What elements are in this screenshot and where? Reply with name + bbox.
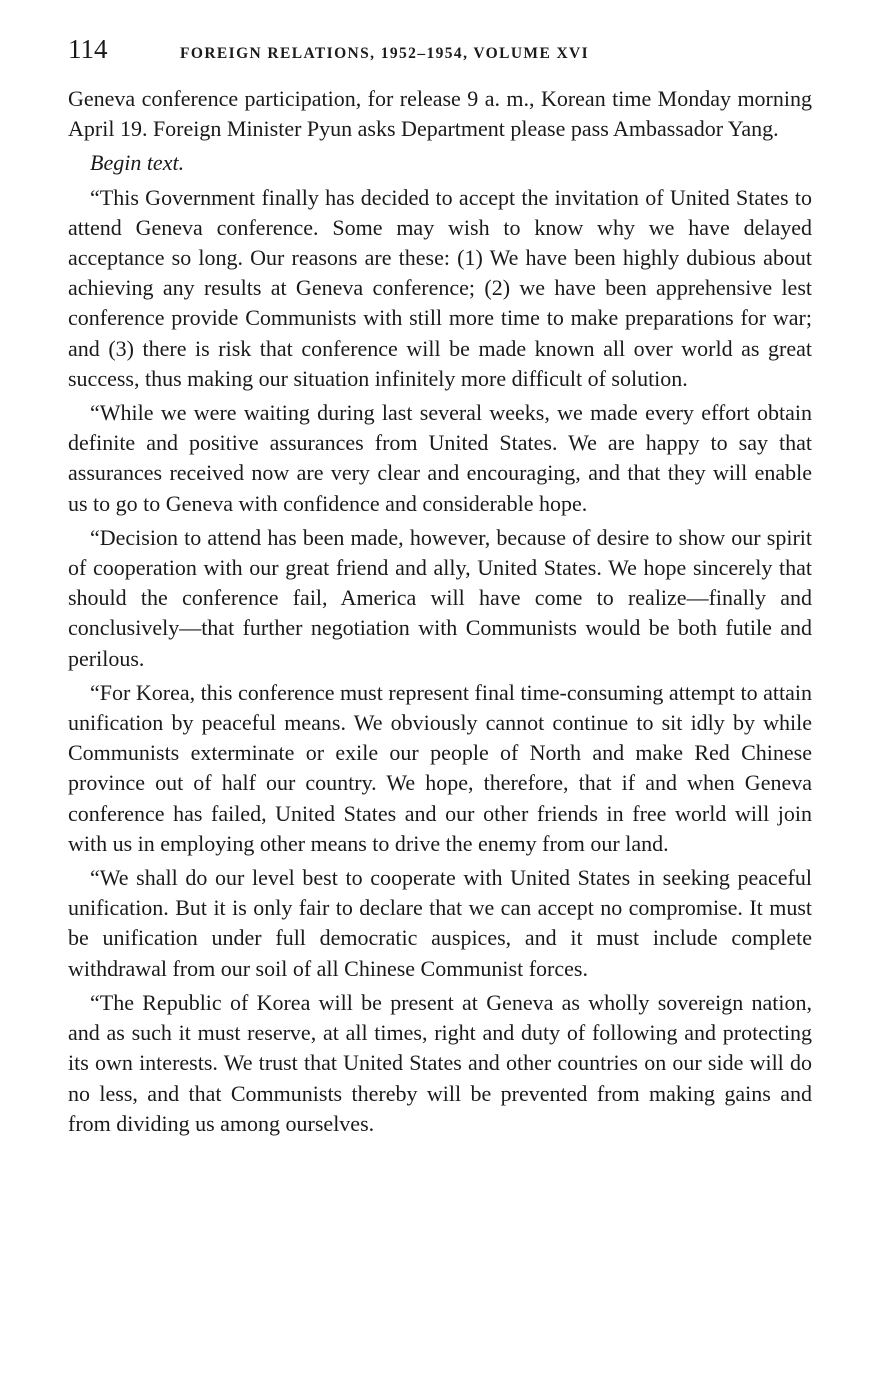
- begin-text-marker: Begin text.: [90, 150, 185, 176]
- paragraph-3: “Decision to attend has been made, however, because of desire to show our spirit of cooperation with our great friend and ally, United States. We hope sincerely that should the conference fail, America will have come to realize—finally and conclusively—that further negotiation with Communists would be both futile and perilous.: [68, 524, 812, 671]
- document-body: [68, 84, 812, 1139]
- document-page: [68, 34, 812, 1143]
- paragraph-5: “We shall do our level best to cooperate with United States in seeking peaceful unification. But it is only fair to declare that we can accept no compromise. It must be unification under full democratic auspices, and it must include complete withdrawal from our soil of all Chinese Communist forces.: [68, 865, 812, 981]
- paragraph-4: “For Korea, this conference must represent final time-consuming attempt to attain unification by peaceful means. We obviously cannot continue to sit idly by while Communists exterminate or exile our people of North and make Red Chinese province out of half our country. We hope, therefore, that if and when Geneva conference has failed, United States and our other friends in free world will join with us in employing other means to drive the enemy from our land.: [68, 679, 812, 856]
- running-head-title: FOREIGN RELATIONS, 1952–1954, VOLUME XVI: [180, 45, 590, 62]
- page-number: 114: [68, 34, 108, 64]
- paragraph-6: “The Republic of Korea will be present at Geneva as wholly sovereign nation, and as such it must reserve, at all times, right and duty of following and protecting its own interests. We trust that United States and other countries on our side will do no less, and that Communists thereby will be prevented from making gains and from dividing us among ourselves.: [68, 989, 812, 1136]
- running-head: [68, 34, 812, 74]
- paragraph-2: “While we were waiting during last several weeks, we made every effort obtain definite and positive assurances from United States. We are happy to say that assurances received now are very clear and encouraging, and that they will enable us to go to Geneva with confidence and considerable hope.: [68, 400, 812, 516]
- paragraph-1: “This Government finally has decided to accept the invitation of United States to attend Geneva conference. Some may wish to know why we have delayed acceptance so long. Our reasons are these: (1) We have been highly dubious about achieving any results at Geneva conference; (2) we have been apprehensive lest conference provide Communists with still more time to make preparations for war; and (3) there is risk that conference will be made known all over world as great success, thus making our situation infinitely more difficult of solution.: [68, 184, 812, 391]
- intro-paragraph: Geneva conference participation, for release 9 a. m., Korean time Monday morning April 19. Foreign Minister Pyun asks Department please pass Ambassador Yang.: [68, 86, 812, 142]
